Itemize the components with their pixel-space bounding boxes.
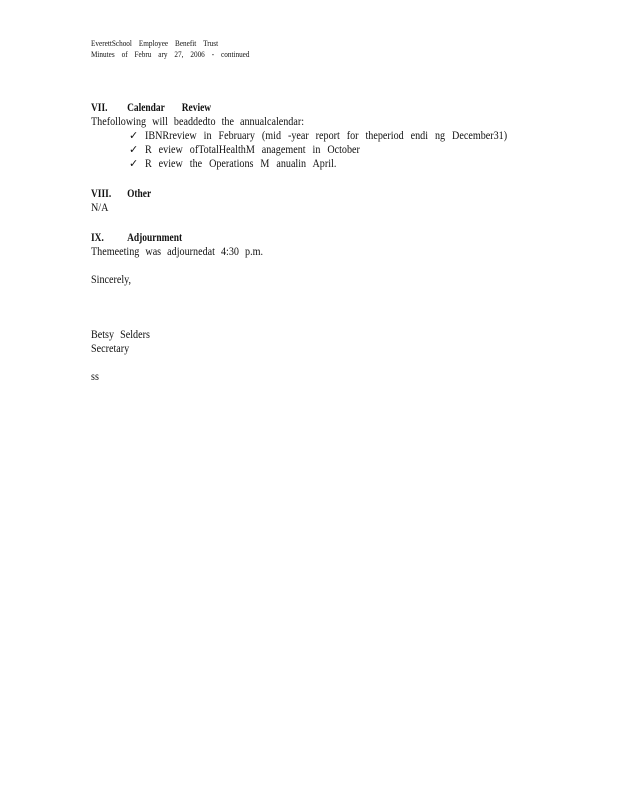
section-heading-calendar — [91, 101, 509, 115]
list-item — [129, 157, 601, 171]
section-adjournment — [91, 231, 601, 259]
list-item-text: R eview ofTotalHealthM anagement in October — [145, 144, 360, 156]
section-calendar-review — [91, 101, 601, 171]
section-title: Other — [127, 188, 152, 200]
list-item-text: R eview the Operations M anualin April. — [145, 158, 337, 170]
checkmark-icon: ✓ — [129, 157, 139, 170]
signer-name: Betsy Selders — [91, 329, 150, 341]
section-number: VII. — [91, 102, 108, 114]
section-title: Calendar Review — [127, 102, 212, 114]
header-line-2: Minutes of Febru ary 27, 2006 - continued — [91, 49, 250, 59]
list-item — [129, 143, 601, 157]
signature-block — [91, 328, 601, 356]
section-other — [91, 187, 601, 215]
header-line-1: EverettSchool Employee Benefit Trust — [91, 38, 219, 48]
section-intro: Thefollowing will beaddedto the annualcalendar: — [91, 116, 305, 128]
list-item — [129, 129, 601, 143]
typist-initials: ss — [91, 371, 99, 383]
calendar-items-list — [91, 129, 601, 171]
section-number: VIII. — [91, 188, 112, 200]
closing-salutation: Sincerely, — [91, 274, 132, 286]
section-text: N/A — [91, 202, 109, 214]
checkmark-icon: ✓ — [129, 143, 139, 156]
checkmark-icon: ✓ — [129, 129, 139, 142]
signer-role: Secretary — [91, 343, 130, 355]
section-number: IX. — [91, 232, 104, 244]
section-title: Adjournment — [127, 232, 183, 244]
list-item-text: IBNRreview in February (mid -year report for theperiod endi ng December31) — [145, 130, 508, 142]
section-heading-other — [91, 187, 509, 201]
section-text: Themeeting was adjournedat 4:30 p.m. — [91, 246, 264, 258]
section-heading-adjournment — [91, 231, 509, 245]
document-header — [91, 38, 250, 60]
